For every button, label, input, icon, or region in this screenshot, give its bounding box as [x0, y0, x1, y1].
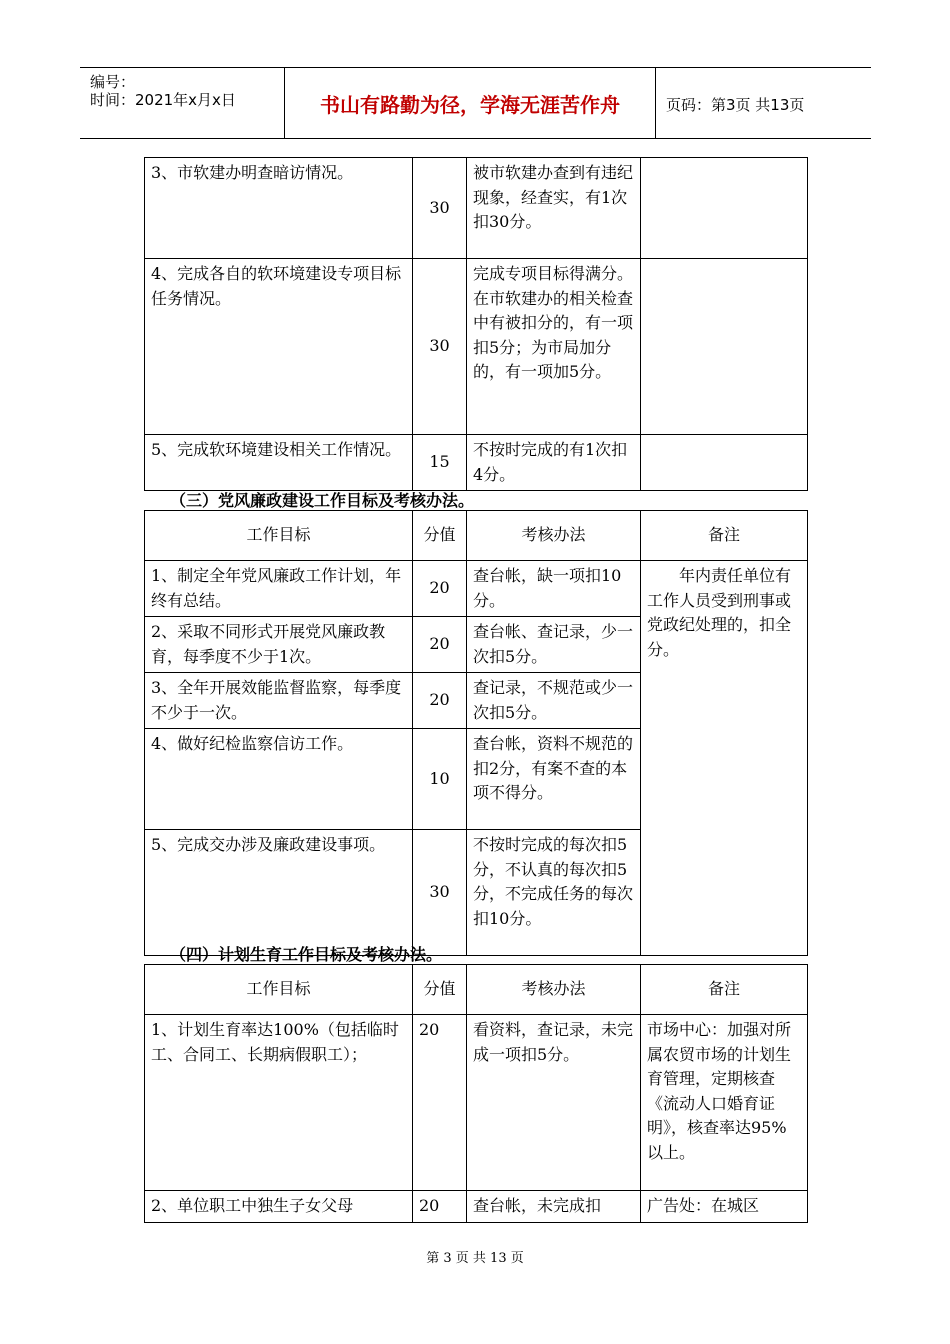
table-row [145, 158, 808, 259]
page-header [80, 67, 871, 139]
goal-cell: 1、计划生育率达100%（包括临时工、合同工、长期病假职工）； [145, 1015, 413, 1191]
note-cell: 广告处：在城区 [641, 1191, 808, 1223]
score-cell: 20 [413, 1191, 467, 1223]
method-cell: 看资料，查记录，未完成一项扣5分。 [467, 1015, 641, 1191]
note-cell [641, 259, 808, 435]
header-score: 分值 [413, 965, 467, 1015]
table-row [145, 1015, 808, 1191]
header-score: 分值 [413, 511, 467, 561]
goal-cell: 4、完成各自的软环境建设专项目标任务情况。 [145, 259, 413, 435]
note-cell [641, 435, 808, 491]
table-family-planning [144, 964, 808, 1223]
header-method: 考核办法 [467, 511, 641, 561]
goal-cell: 2、采取不同形式开展党风廉政教育，每季度不少于1次。 [145, 617, 413, 673]
table-row [145, 259, 808, 435]
score-cell: 20 [413, 1015, 467, 1191]
table-row [145, 1191, 808, 1223]
section-3-title: （三）党风廉政建设工作目标及考核办法。 [170, 491, 475, 510]
method-cell: 查记录，不规范或少一次扣5分。 [467, 673, 641, 729]
table-row [145, 561, 808, 617]
table-party-conduct [144, 510, 808, 956]
method-cell: 不按时完成的有1次扣4分。 [467, 435, 641, 491]
header-method: 考核办法 [467, 965, 641, 1015]
goal-cell: 1、制定全年党风廉政工作计划，年终有总结。 [145, 561, 413, 617]
goal-cell: 3、市软建办明查暗访情况。 [145, 158, 413, 259]
score-cell: 30 [413, 158, 467, 259]
method-cell: 被市软建办查到有违纪现象，经查实，有1次扣30分。 [467, 158, 641, 259]
header-goal: 工作目标 [145, 965, 413, 1015]
table-row [145, 435, 808, 491]
method-cell: 查台帐，资料不规范的扣2分，有案不查的本项不得分。 [467, 729, 641, 830]
score-cell: 20 [413, 673, 467, 729]
table-soft-environment [144, 157, 808, 491]
note-cell: 市场中心：加强对所属农贸市场的计划生育管理，定期核查《流动人口婚育证明》，核查率达95%以上。 [641, 1015, 808, 1191]
header-note: 备注 [641, 511, 808, 561]
section-4-title: （四）计划生育工作目标及考核办法。 [170, 945, 443, 964]
score-cell: 10 [413, 729, 467, 830]
goal-cell: 2、单位职工中独生子女父母 [145, 1191, 413, 1223]
header-goal: 工作目标 [145, 511, 413, 561]
score-cell: 20 [413, 561, 467, 617]
method-cell: 查台帐，未完成扣 [467, 1191, 641, 1223]
goal-cell: 5、完成交办涉及廉政建设事项。 [145, 830, 413, 956]
score-cell: 30 [413, 259, 467, 435]
number-label: 编号： [90, 73, 136, 91]
method-cell: 查台帐，缺一项扣10分。 [467, 561, 641, 617]
note-cell: 年内责任单位有工作人员受到刑事或党政纪处理的，扣全分。 [641, 561, 808, 956]
goal-cell: 4、做好纪检监察信访工作。 [145, 729, 413, 830]
header-left [80, 68, 284, 138]
goal-cell: 3、全年开展效能监督监察，每季度不少于一次。 [145, 673, 413, 729]
page-footer: 第 3 页 共 13 页 [426, 1251, 524, 1266]
method-cell: 查台帐、查记录，少一次扣5分。 [467, 617, 641, 673]
table-header-row [145, 511, 808, 561]
motto: 书山有路勤为径，学海无涯苦作舟 [284, 68, 656, 138]
table-header-row [145, 965, 808, 1015]
method-cell: 不按时完成的每次扣5分，不认真的每次扣5分，不完成任务的每次扣10分。 [467, 830, 641, 956]
date-label: 时间：2021年x月x日 [90, 91, 236, 109]
score-cell: 30 [413, 830, 467, 956]
score-cell: 15 [413, 435, 467, 491]
header-note: 备注 [641, 965, 808, 1015]
page-number-label: 页码：第3页 共13页 [666, 96, 805, 114]
note-cell [641, 158, 808, 259]
method-cell: 完成专项目标得满分。在市软建办的相关检查中有被扣分的，有一项扣5分；为市局加分的，有一项加5分。 [467, 259, 641, 435]
score-cell: 20 [413, 617, 467, 673]
goal-cell: 5、完成软环境建设相关工作情况。 [145, 435, 413, 491]
